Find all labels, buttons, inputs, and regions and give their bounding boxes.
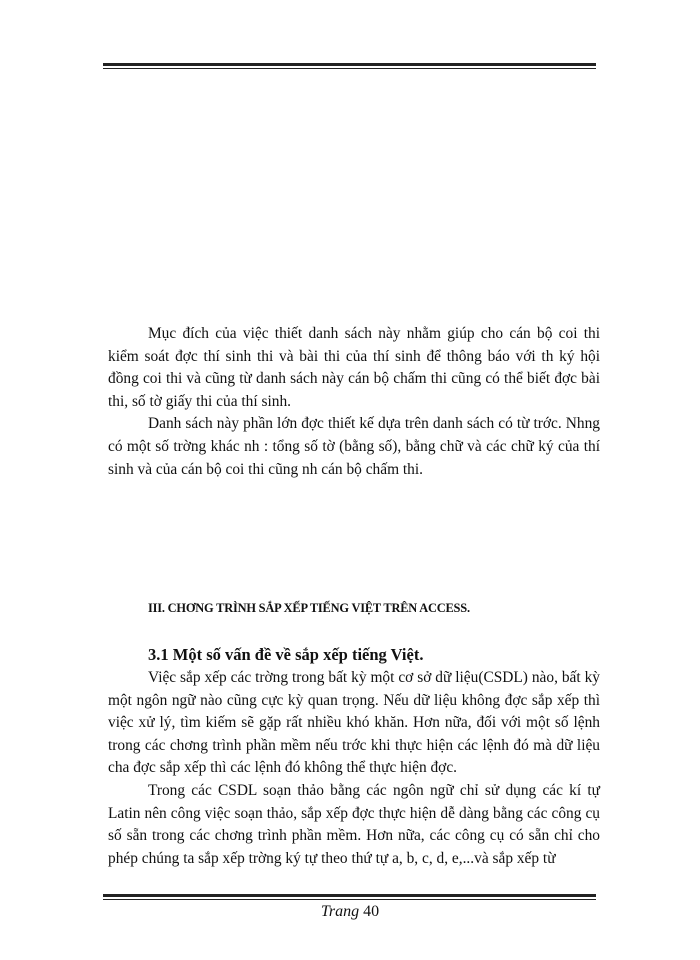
page-footer (0, 903, 700, 921)
paragraph: Trong các CSDL soạn thảo bằng các ngôn ngữ chỉ sử dụng các kí tự Latin nên công việc soạn thảo, sắp xếp đợc thực hiện dễ dàng bằng các công cụ số sẵn trong các chơng trình phần mềm. Hơn nữa, các công cụ có sẵn chỉ cho phép chúng ta sắp xếp trờng ký tự theo thứ tự a, b, c, d, e,...và sắp xếp từ (108, 781, 600, 867)
page-label: Trang (320, 903, 360, 920)
footer-rule (103, 894, 596, 900)
section-2-body (108, 667, 600, 870)
section-heading: 3.1 Một số vấn đề về sắp xếp tiếng Việt. (148, 645, 424, 664)
paragraph: Mục đích của việc thiết danh sách này nhằm giúp cho cán bộ coi thi kiểm soát đợc thí sinh thi và bài thi của thí sinh để thông báo với th ký hội đồng coi thi và cũng từ danh sách này cán bộ chấm thi cũng có thể biết đợc bài thi, số tờ giấy thi của thí sinh. (108, 325, 600, 410)
paragraph: Danh sách này phần lớn đợc thiết kế dựa trên danh sách có từ trớc. Nhng có một số trờng khác nh : tổng số tờ (bằng số), bằng chữ và các chữ ký của thí sinh và của cán bộ coi thi cũng nh cán bộ chấm thi. (108, 415, 600, 478)
chapter-heading: III. CHƠNG TRÌNH SẮP XẾP TIẾNG VIỆT TRÊN ACCESS. (148, 601, 470, 615)
page-number: 40 (363, 903, 380, 920)
paragraph: Việc sắp xếp các trờng trong bất kỳ một cơ sở dữ liệu(CSDL) nào, bất kỳ một ngôn ngữ nào cũng cực kỳ quan trọng. Nếu dữ liệu không đợc sắp xếp thì việc xử lý, tìm kiếm sẽ gặp rất nhiều khó khăn. Hơn nữa, đối với một số lệnh trong các chơng trình phần mềm nếu trớc khi thực hiện các lệnh đó mà dữ liệu cha đợc sắp xếp thì các lệnh đó không thể thực hiện đợc. (108, 669, 600, 777)
header-rule (103, 63, 596, 69)
section-1-body (108, 323, 600, 481)
